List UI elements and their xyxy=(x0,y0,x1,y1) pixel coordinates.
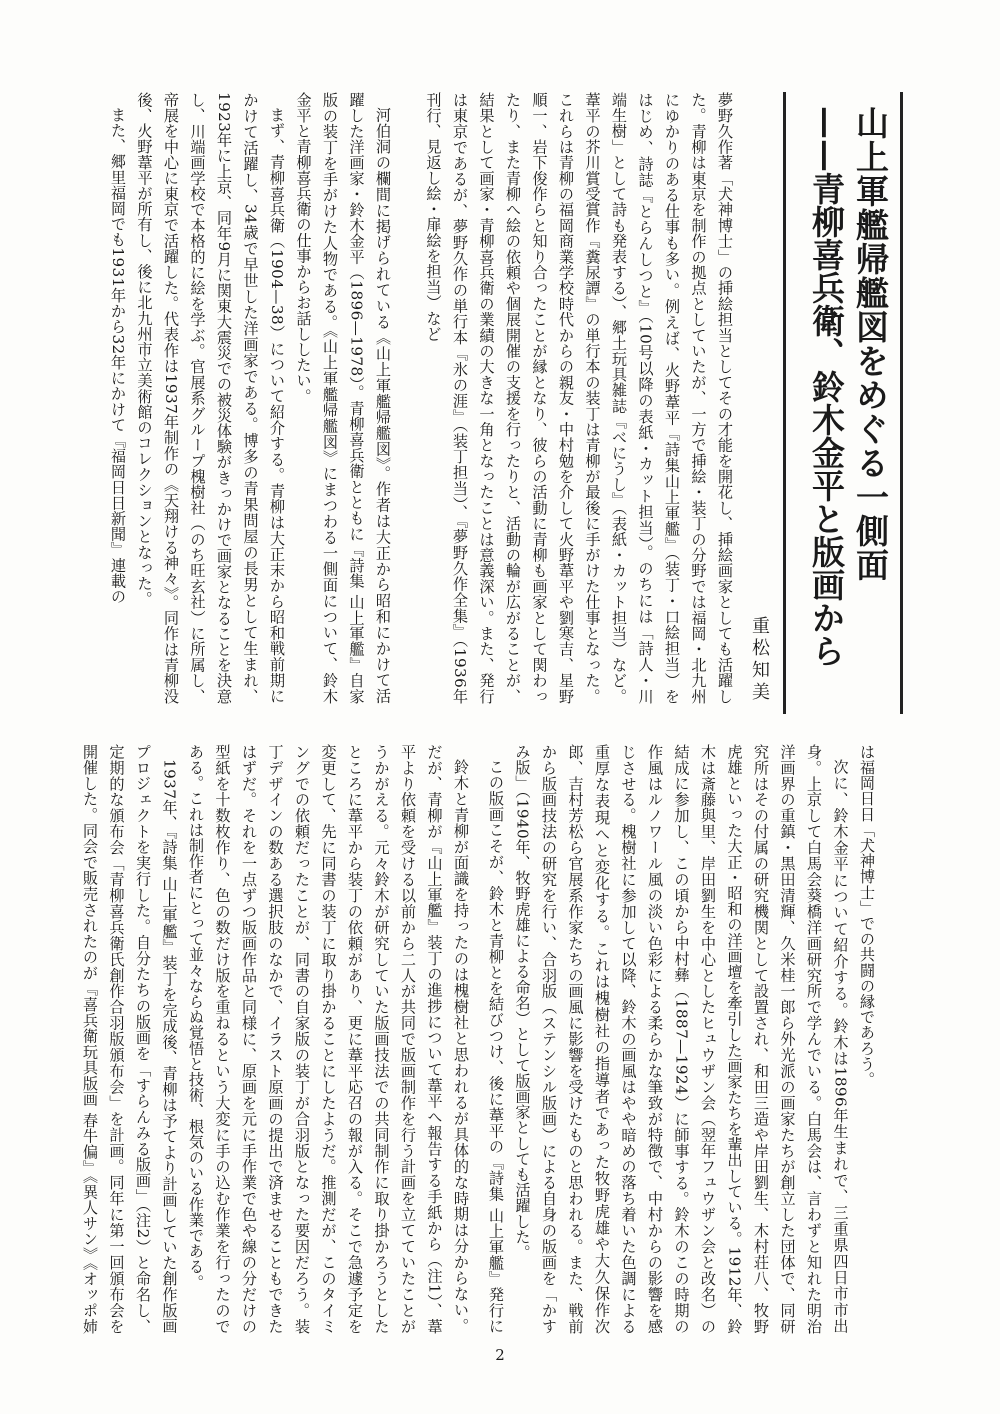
paragraph: 次に、鈴木金平について紹介する。鈴木は1896年生まれで、三重県四日市市出身。上京して白馬会葵橋洋画研究所で学んでいる。白馬会は、言わずと知れた明治洋画界の重鎮・黒田清輝、久米桂一郎ら外光派の画家たちが創立した団体で、同研究所はその付属の研究機関として設置され、和田三造や岸田劉生、木村荘八、牧野虎雄といった大正・昭和の洋画壇を牽引した画家たちを輩出している。1912年、鈴木は斎藤與里、岸田劉生を中心としたヒュウザン会（翌年フュウザン会と改名）の結成に参加し、この頃から中村彝（1887—1924）に師事する。鈴木のこの時期の作風はルノワール風の淡い色彩による柔らかな筆致が特徴で、中村からの影響を感じさせる。槐樹社に参加して以降、鈴木の画風はやや暗めの落ち着いた色調による重厚な表現へと変化する。これは槐樹社の指導者であった牧野虎雄や大久保作次郎、吉村芳松ら官展系作家たちの画風に影響を受けたものと思われる。また、戦前から版画技法の研究を行い、合羽版（ステンシル版画）による自身の版画を「かすみ版」（1940年、牧野虎雄による命名）として版画家としても活躍した。 xyxy=(513,744,850,1334)
author-name: 重松知美 xyxy=(749,616,770,704)
body-block-upper-right xyxy=(78,92,396,704)
body-block-upper-left xyxy=(404,92,738,704)
body-block-lower-right xyxy=(480,744,880,1334)
paragraph: 鈴木と青柳が面識を持ったのは槐樹社と思われるが具体的な時期は分からない。だが、青柳が『山上軍艦』装丁の進捗について葦平へ報告する手紙から（注1）、葦平より依頼を受ける以前から二人が共同で版画制作を行う計画を立てていたことがうかがえる。元々鈴木が研究していた版画技法での共同制作に取り掛かろうとしたところに葦平から装丁の依頼があり、更に葦平応召の報が入る。そこで急遽予定を変更して、先に同書の装丁に取り掛かることにしたようだ。推測だが、このタイミングでの依頼だったことが、同書の自家版の装丁が合羽版となった要因だろう。装丁デザインの数ある選択肢のなかで、イラスト原画の提出で済ませることもできたはずだ。それを一点ずつ版画作品と同様に、原画を元に手作業で色や線の分だけの型紙を十数枚作り、色の数だけ版を重ねるという大変に手の込む作業を行ったのである。これは制作者にとって並々ならぬ覚悟と技術、根気のいる作業である。 xyxy=(187,744,470,1334)
paragraph: この版画こそが、鈴木と青柳とを結びつけ、後に葦平の『詩集 山上軍艦』発行に xyxy=(487,759,505,1334)
paragraph: まず、青柳喜兵衛（1904—38）について紹介する。青柳は大正末から昭和戦前期にかけて活躍し、34歳で早世した洋画家である。博多の青果問屋の長男として生まれ、1923年に上京、同年9月に関東大震災での被災体験がきっかけで画家となることを決意し、川端画学校で本格的に絵を学ぶ。官展系グループ槐樹社（のち旺玄社）に所属し、帝展を中心に東京で活躍した。代表作は1937年制作の《天翔ける神々》。同作は青柳没後、火野葦平が所有し、後に北九州市立美術館のコレクションとなった。 xyxy=(135,92,286,704)
article-title-box xyxy=(783,92,903,714)
paragraph: 河伯洞の欄間に掲げられている《山上軍艦帰艦図》。作者は大正から昭和にかけて活躍した洋画家・鈴木金平（1896—1978）。青柳喜兵衛とともに『詩集 山上軍艦』自家版の装丁を手がけた人物である。《山上軍艦帰艦図》にまつわる一側面について、鈴木金平と青柳喜兵衛の仕事からお話ししたい。 xyxy=(294,92,392,704)
body-block-lower-left xyxy=(78,744,474,1334)
article-title: 山上軍艦帰艦図をめぐる一側面 xyxy=(851,106,890,582)
paragraph: また、郷里福岡でも1931年から32年にかけて『福岡日日新聞』連載の xyxy=(109,107,127,605)
paragraph: 夢野久作著「犬神博士」の挿絵担当としてその才能を開花し、挿絵画家としても活躍した。青柳は東京を制作の拠点としていたが、一方で挿絵・装丁の分野では福岡・北九州にゆかりのある仕事も多い。例えば、火野葦平『詩集山上軍艦』（装丁・口絵担当）をはじめ、詩誌『とらんしつと』（10号以降の表紙・カット担当）。のちには「詩人・川端生樹」として詩も発表する）、郷土玩具雑誌『べにうし』（表紙・カット担当）など。葦平の芥川賞受賞作『糞尿譚』の単行本の装丁は青柳が最後に手がけた仕事となった。これらは青柳の福岡商業学校時代からの親友・中村勉を介して火野葦平や劉寒吉、星野順一、岩下俊作らと知り合ったことが縁となり、彼らの活動に青柳も画家として関わったり、また青柳へ絵の依頼や個展開催の支援を行ったりと、活動の輪が広がることが、結果として画家・青柳喜兵衛の業績の大きな一角となったことは意義深い。また、発行は東京であるが、夢野久作の単行本『氷の涯』（装丁担当）、『夢野久作全集』（1936年刊行、見返し絵・扉絵を担当）など xyxy=(424,92,734,704)
paragraph: 1937年、『詩集 山上軍艦』装丁を完成後、青柳は予てより計画していた創作版画プロジェクトを実行した。自分たちの版画を「すらんみる版画」（注2）と命名し、定期的な頒布会「青柳喜兵衛氏創作合羽版頒布会」を計画。同年に第一回頒布会を開催した。同会で販売されたのが『喜兵衛玩具版画 春牛偏』《異人サン》《オッポ姉 xyxy=(81,744,179,1334)
page-number: 2 xyxy=(495,1346,505,1364)
article-subtitle: ——青柳喜兵衛、鈴木金平と版画から xyxy=(807,106,846,667)
paragraph: は福岡日日「犬神博士」での共闘の縁であろう。 xyxy=(858,744,876,1088)
